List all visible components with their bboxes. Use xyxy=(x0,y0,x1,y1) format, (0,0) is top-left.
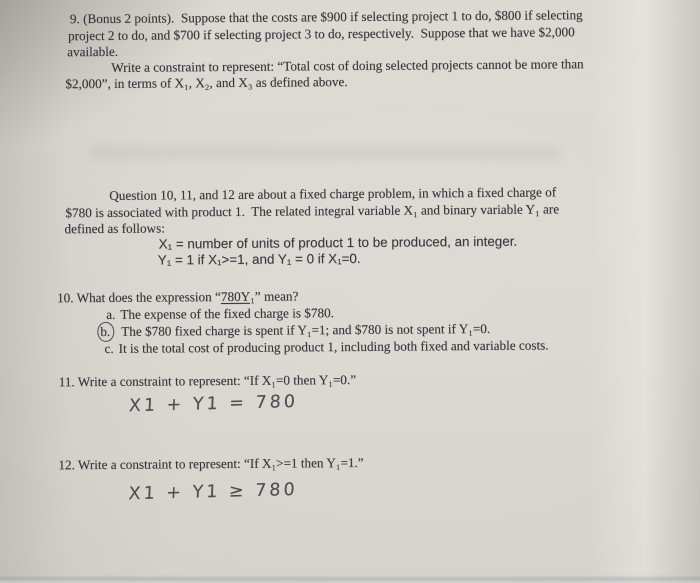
q9-line-3: available. xyxy=(67,43,119,60)
q10-question-suffix: ” mean? xyxy=(254,288,299,304)
q12-question: 12. Write a constraint to represent: “If X₁>=1 then Y₁=1.” xyxy=(58,454,364,473)
definition-x1: X₁ = number of units of product 1 to be produced, an integer. xyxy=(158,233,518,252)
definition-y1: Y₁ = 1 if X₁>=1, and Y₁ = 0 if X₁=0. xyxy=(157,250,361,268)
q10-option-b-circled-marker: b. xyxy=(97,322,114,342)
q10-option-a-marker: a. xyxy=(106,306,116,322)
intro-line-3: defined as follows: xyxy=(64,220,165,237)
q10-option-a-text: The expense of the fixed charge is $780. xyxy=(120,305,335,322)
q11-question: 11. Write a constraint to represent: “If X₁=0 then Y₁=0.” xyxy=(58,371,357,390)
intro-line-1: Question 10, 11, and 12 are about a fixed charge problem, in which a fixed charge of xyxy=(109,184,557,203)
q10-option-c-text: It is the total cost of producing product 1, including both fixed and variable costs. xyxy=(118,337,549,356)
q9-line-2: project 2 to do, and $700 if selecting project 3 to do, respectively. Suppose that we have $2,000 xyxy=(67,24,575,44)
q10-option-c-marker: c. xyxy=(104,340,114,356)
q9-line-1: 9. (Bonus 2 points). Suppose that the costs are $900 if selecting project 1 to do, $800 if selecting xyxy=(69,7,583,27)
q10-option-c xyxy=(104,336,548,356)
q10-option-b-text: The $780 fixed charge is spent if Y₁=1; and $780 is not spent if Y₁=0. xyxy=(121,320,491,339)
q10-underlined-expression: 780Y₁ xyxy=(220,288,255,305)
intro-line-2: $780 is associated with product 1. The related integral variable X₁ and binary variable Y₁ are xyxy=(65,201,560,221)
q9-line-5: $2,000”, in terms of X₁, X₂, and X₃ as defined above. xyxy=(65,74,348,92)
q10-question xyxy=(57,287,298,306)
q9-line-4: Write a constraint to represent: “Total cost of doing selected projects cannot be more than xyxy=(111,56,584,75)
q12-handwritten-answer: X1 + Y1 ≥ 780 xyxy=(128,479,299,505)
q10-question-prefix: 10. What does the expression “ xyxy=(56,289,221,306)
q11-handwritten-answer: X1 + Y1 = 780 xyxy=(128,391,299,417)
